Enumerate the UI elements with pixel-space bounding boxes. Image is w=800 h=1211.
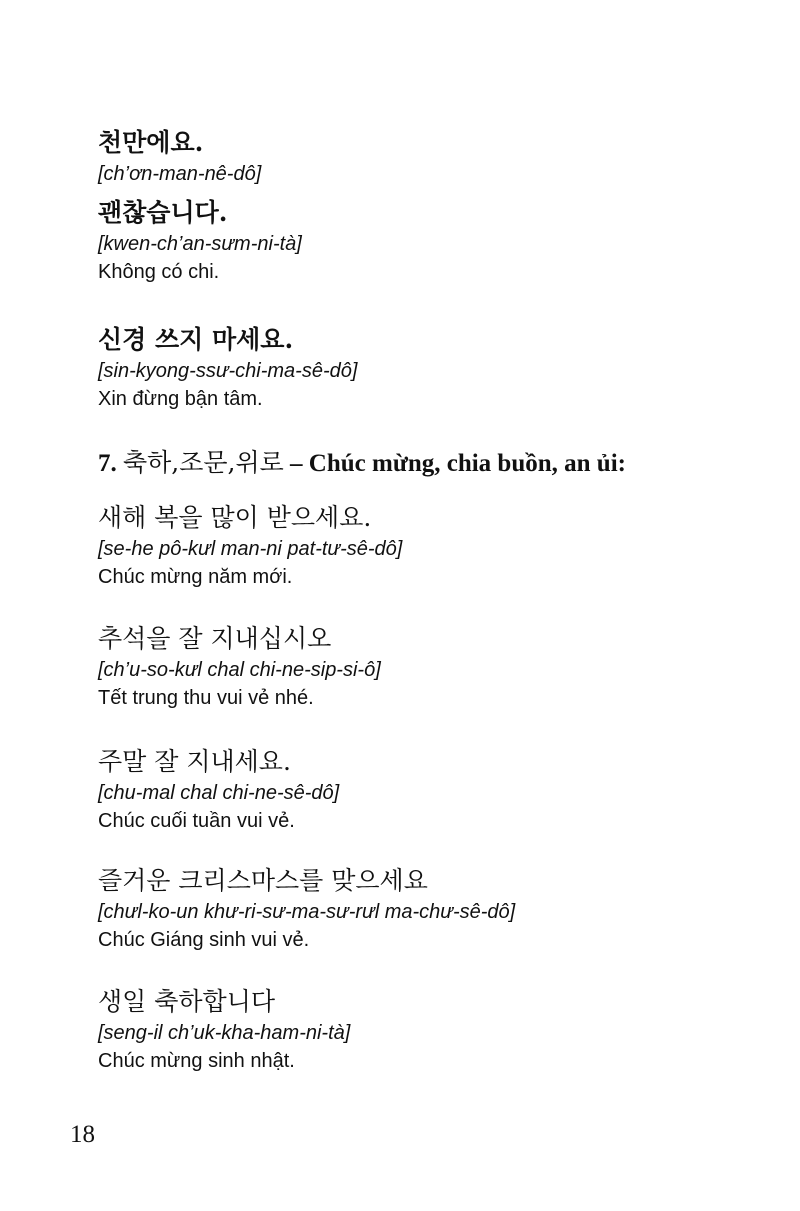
section-heading [98, 446, 626, 481]
vietnamese-meaning: Chúc mừng sinh nhật. [98, 1050, 295, 1072]
phrase-entry [98, 126, 778, 188]
vietnamese-meaning: Xin đừng bận tâm. [98, 388, 263, 410]
romanization: [kwen-ch’an-sưm-ni-tà] [98, 233, 302, 255]
vietnamese-meaning: Chúc Giáng sinh vui vẻ. [98, 929, 310, 951]
romanization: [ch’u-so-kưl chal chi-ne-sip-si-ô] [98, 659, 381, 681]
phrase-entry [98, 745, 778, 835]
korean-phrase: 추석을 잘 지내십시오 [98, 624, 332, 653]
romanization: [seng-il ch’uk-kha-ham-ni-tà] [98, 1022, 351, 1044]
romanization: [ch’ơn-man-nê-dô] [98, 163, 262, 185]
korean-phrase: 신경 쓰지 마세요. [98, 325, 294, 354]
phrase-entry [98, 501, 778, 591]
phrase-entry [98, 622, 778, 712]
romanization: [chưl-ko-un khư-ri-sư-ma-sư-rưl ma-chư-sê-dô] [98, 901, 516, 923]
page-number: 18 [70, 1121, 95, 1148]
section-korean-title: 축하,조문,위로 [123, 448, 284, 477]
vietnamese-meaning: Chúc mừng năm mới. [98, 566, 293, 588]
vietnamese-meaning: Không có chi. [98, 261, 220, 283]
korean-phrase: 천만에요. [98, 128, 204, 157]
romanization: [sin-kyong-ssư-chi-ma-sê-dô] [98, 360, 358, 382]
korean-phrase: 새해 복을 많이 받으세요. [98, 503, 372, 532]
phrase-entry [98, 864, 778, 954]
phrase-entry [98, 985, 778, 1075]
phrase-entry [98, 323, 778, 413]
section-number: 7. [98, 450, 117, 477]
phrase-entry [98, 196, 778, 286]
romanization: [chu-mal chal chi-ne-sê-dô] [98, 782, 340, 804]
korean-phrase: 생일 축하합니다 [98, 987, 275, 1016]
romanization: [se-he pô-kưl man-ni pat-tư-sê-dô] [98, 538, 403, 560]
vietnamese-meaning: Tết trung thu vui vẻ nhé. [98, 687, 314, 709]
vietnamese-meaning: Chúc cuối tuần vui vẻ. [98, 810, 295, 832]
korean-phrase: 괜찮습니다. [98, 198, 228, 227]
korean-phrase: 즐거운 크리스마스를 맞으세요 [98, 866, 428, 895]
korean-phrase: 주말 잘 지내세요. [98, 747, 291, 776]
section-vietnamese-title: – Chúc mừng, chia buồn, an ủi: [290, 450, 626, 477]
